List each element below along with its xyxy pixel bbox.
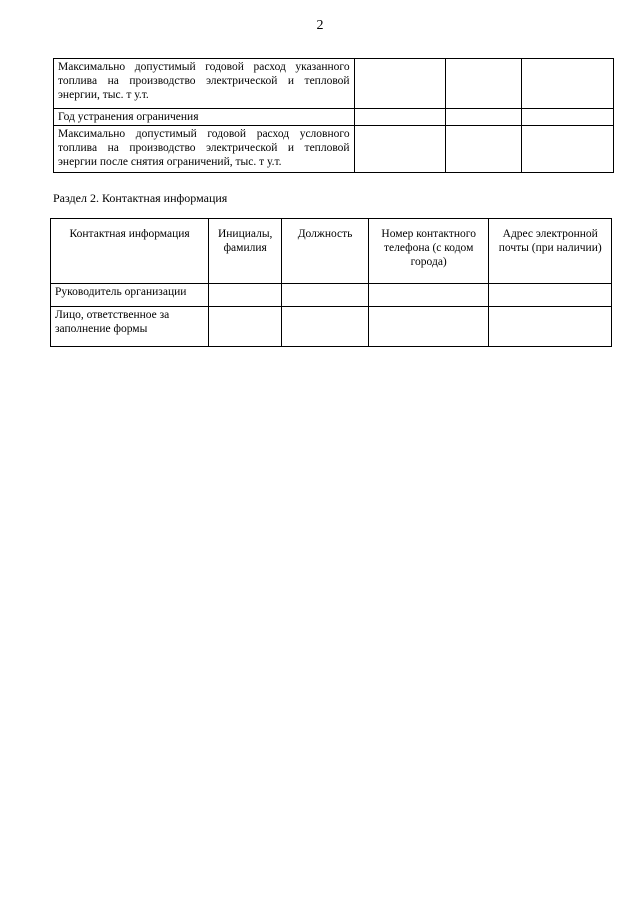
empty-cell[interactable] [489, 307, 612, 347]
row-label: Лицо, ответственное за заполнение формы [51, 307, 209, 347]
column-header: Адрес электронной почты (при наличии) [489, 219, 612, 284]
empty-cell[interactable] [522, 126, 614, 173]
row-label: Максимально допустимый годовой расход указанного топлива на производство электрической и тепловой энергии, тыс. т у.т. [54, 59, 355, 109]
fuel-limits-table [53, 58, 614, 173]
page-number: 2 [316, 18, 324, 33]
row-label: Руководитель организации [51, 284, 209, 307]
empty-cell[interactable] [446, 109, 522, 126]
empty-cell[interactable] [522, 109, 614, 126]
contact-info-table [50, 218, 612, 347]
table-row [54, 126, 614, 173]
empty-cell[interactable] [446, 59, 522, 109]
table-header-row [51, 219, 612, 284]
row-label: Год устранения ограничения [54, 109, 355, 126]
empty-cell[interactable] [354, 59, 446, 109]
column-header: Инициалы, фамилия [209, 219, 282, 284]
empty-cell[interactable] [282, 307, 369, 347]
empty-cell[interactable] [282, 284, 369, 307]
empty-cell[interactable] [368, 284, 489, 307]
empty-cell[interactable] [368, 307, 489, 347]
table-row [51, 284, 612, 307]
empty-cell[interactable] [446, 126, 522, 173]
column-header: Должность [282, 219, 369, 284]
table-row [54, 109, 614, 126]
column-header: Контактная информация [51, 219, 209, 284]
table-row [51, 307, 612, 347]
empty-cell[interactable] [209, 307, 282, 347]
empty-cell[interactable] [354, 109, 446, 126]
empty-cell[interactable] [522, 59, 614, 109]
empty-cell[interactable] [354, 126, 446, 173]
empty-cell[interactable] [209, 284, 282, 307]
row-label: Максимально допустимый годовой расход условного топлива на производство электрической и тепловой энергии после снятия ограничений, тыс. т у.т. [54, 126, 355, 173]
section-title: Раздел 2. Контактная информация [53, 191, 228, 205]
table-row [54, 59, 614, 109]
column-header: Номер контактного телефона (с кодом города) [368, 219, 489, 284]
empty-cell[interactable] [489, 284, 612, 307]
